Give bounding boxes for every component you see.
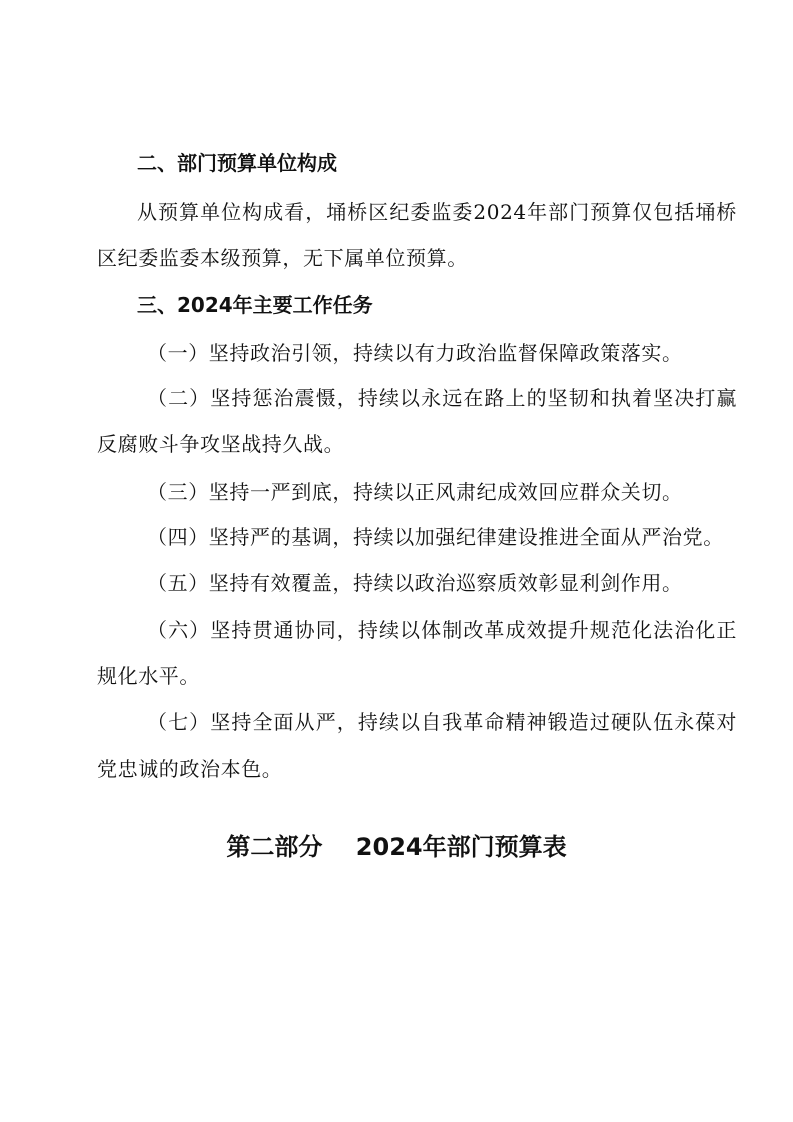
task-item-2-line-2: 反腐败斗争攻坚战持久战。 — [97, 432, 345, 456]
task-item-2-line-1: （二）坚持惩治震慑，持续以永远在路上的坚韧和执着坚决打赢 — [147, 386, 737, 410]
task-item-3: （三）坚持一严到底，持续以正风肃纪成效回应群众关切。 — [147, 480, 683, 504]
paragraph-budget-units-line-1: 从预算单位构成看，埇桥区纪委监委2024年部门预算仅包括埇桥 — [137, 200, 737, 224]
section-heading-work-tasks: 三、2024年主要工作任务 — [137, 293, 373, 317]
task-item-7-line-2: 党忠诚的政治本色。 — [97, 757, 283, 781]
task-item-7-line-1: （七）坚持全面从严，持续以自我革命精神锻造过硬队伍永葆对 — [147, 710, 737, 734]
paragraph-budget-units-line-2: 区纪委监委本级预算，无下属单位预算。 — [97, 246, 468, 270]
part-two-title: 第二部分 2024年部门预算表 — [226, 833, 567, 861]
task-item-5: （五）坚持有效覆盖，持续以政治巡察质效彰显利剑作用。 — [147, 571, 683, 595]
task-item-1: （一）坚持政治引领，持续以有力政治监督保障政策落实。 — [147, 341, 683, 365]
section-heading-budget-units: 二、部门预算单位构成 — [137, 151, 337, 175]
task-item-6-line-1: （六）坚持贯通协同，持续以体制改革成效提升规范化法治化正 — [147, 618, 737, 642]
task-item-6-line-2: 规化水平。 — [97, 664, 200, 688]
task-item-4: （四）坚持严的基调，持续以加强纪律建设推进全面从严治党。 — [147, 525, 724, 549]
